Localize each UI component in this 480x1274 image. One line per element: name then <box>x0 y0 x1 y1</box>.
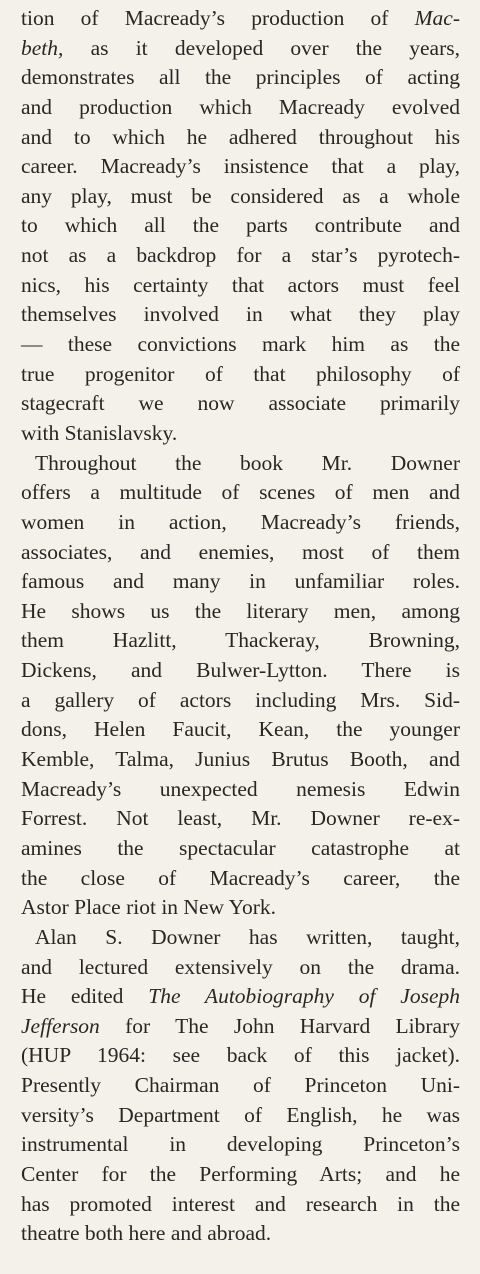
text-line: offers a multitude of scenes of men and <box>21 480 460 505</box>
text-line: themselves involved in what they play <box>21 302 460 327</box>
text-line: and production which Macready evolved <box>21 94 460 119</box>
text-line: tion of Macready’s production of Mac- <box>21 6 460 30</box>
text-line: amines the spectacular catastrophe at <box>21 835 460 860</box>
text-line: He shows us the literary men, among <box>21 598 460 623</box>
text-line: dons, Helen Faucit, Kean, the younger <box>21 717 460 742</box>
text-line: them Hazlitt, Thackeray, Browning, <box>21 628 460 653</box>
text-line: nics, his certainty that actors must feel <box>21 272 460 297</box>
text-line: Center for the Performing Arts; and he <box>21 1161 460 1186</box>
text-line: Throughout the book Mr. Downer <box>35 450 460 475</box>
text-line: and lectured extensively on the drama. <box>21 954 460 979</box>
text-line: Astor Place riot in New York. <box>21 895 276 920</box>
text-line: famous and many in unfamiliar roles. <box>21 569 460 594</box>
text-line: (HUP 1964: see back of this jacket). <box>21 1043 460 1068</box>
text-line: women in action, Macready’s friends, <box>21 509 460 534</box>
paragraph <box>21 449 460 923</box>
text-line: Dickens, and Bulwer-Lytton. There is <box>21 658 460 683</box>
text-line: theatre both here and abroad. <box>21 1221 272 1246</box>
text-line: has promoted interest and research in the <box>21 1191 460 1216</box>
text-line: stagecraft we now associate primarily <box>21 391 460 416</box>
text-line: any play, must be considered as a whole <box>21 183 460 208</box>
text-line: with Stanislavsky. <box>21 420 178 445</box>
text-line: and to which he adhered throughout his <box>21 124 460 149</box>
paragraph <box>21 923 460 1249</box>
text-line: demonstrates all the principles of acting <box>21 65 460 90</box>
text-line: beth, as it developed over the years, <box>21 35 460 60</box>
text-line: — these convictions mark him as the <box>21 332 460 357</box>
text-line: true progenitor of that philosophy of <box>21 361 460 386</box>
text-line: career. Macready’s insistence that a play, <box>21 154 460 179</box>
text-line: instrumental in developing Princeton’s <box>21 1132 460 1157</box>
text-line: Kemble, Talma, Junius Brutus Booth, and <box>21 747 460 772</box>
text-line: associates, and enemies, most of them <box>21 539 460 564</box>
text-line: Alan S. Downer has written, taught, <box>35 924 460 949</box>
paragraph <box>21 4 460 449</box>
text-line: to which all the parts contribute and <box>21 213 460 238</box>
text-line: the close of Macready’s career, the <box>21 865 460 890</box>
text-line: versity’s Department of English, he was <box>21 1102 460 1127</box>
text-line: Jefferson for The John Harvard Library <box>21 1013 460 1038</box>
text-line: He edited The Autobiography of Joseph <box>21 984 460 1009</box>
text-line: Presently Chairman of Princeton Uni- <box>21 1073 460 1098</box>
text-line: not as a backdrop for a star’s pyrotech- <box>21 243 460 268</box>
text-line: Macready’s unexpected nemesis Edwin <box>21 776 460 801</box>
text-line: Forrest. Not least, Mr. Downer re-ex- <box>21 806 460 831</box>
text-line: a gallery of actors including Mrs. Sid- <box>21 687 460 712</box>
body-text <box>21 4 460 1249</box>
